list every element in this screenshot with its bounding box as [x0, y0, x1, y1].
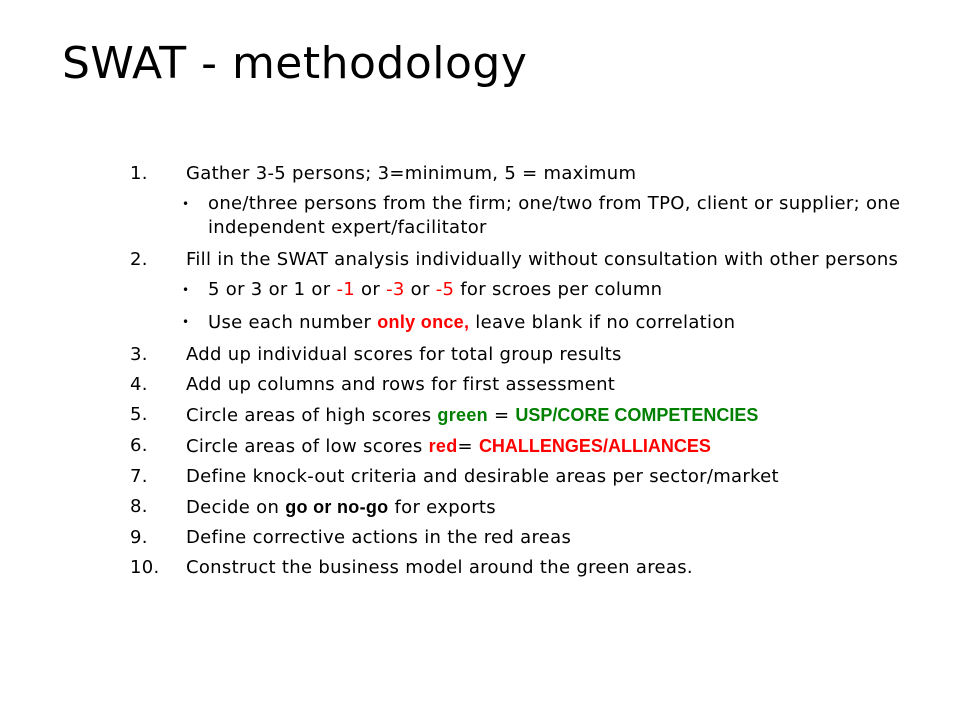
item-text — [186, 495, 930, 520]
item-text — [186, 434, 930, 459]
item-text: Add up individual scores for total group results — [186, 344, 622, 365]
item-number: 2. — [130, 249, 148, 270]
list-item — [130, 162, 930, 186]
item-number: 1. — [130, 163, 148, 184]
item-number: 8. — [130, 496, 148, 517]
sub-bullet-text: one/three persons from the firm; one/two from TPO, client or supplier; one independent expert/facilitator — [208, 193, 901, 238]
emphasis-text: CHALLENGES/ALLIANCES — [478, 436, 711, 456]
item-number: 4. — [130, 374, 148, 395]
sub-bullet-text — [208, 278, 930, 302]
list-item — [130, 373, 930, 397]
item-text: Add up columns and rows for first assessment — [186, 374, 616, 395]
item-number: 3. — [130, 344, 148, 365]
list-item — [130, 403, 930, 428]
text-segment: for scroes per column — [454, 279, 663, 300]
emphasis-text: red — [428, 436, 458, 456]
item-number: 9. — [130, 527, 148, 548]
item-text: Gather 3-5 persons; 3=minimum, 5 = maximum — [186, 163, 637, 184]
slide-title: SWAT - methodology — [62, 38, 528, 89]
list-item — [130, 556, 930, 580]
item-number: 10. — [130, 557, 160, 578]
item-number: 6. — [130, 435, 148, 456]
text-segment: = — [487, 405, 516, 426]
text-segment: or — [404, 279, 436, 300]
sub-bullet — [130, 310, 930, 335]
text-segment: 5 or 3 or 1 or — [208, 279, 337, 300]
list-item — [130, 434, 930, 459]
emphasis-text: USP/CORE COMPETENCIES — [515, 405, 759, 425]
text-segment: for exports — [388, 497, 496, 518]
item-text — [186, 403, 930, 428]
emphasis-text: go or no-go — [285, 497, 389, 517]
bullet-icon: • — [182, 197, 190, 211]
text-segment: Circle areas of high scores — [186, 405, 438, 426]
text-segment: Decide on — [186, 497, 286, 518]
text-segment: Circle areas of low scores — [186, 436, 429, 457]
list-item — [130, 248, 930, 272]
emphasis-text: green — [437, 405, 488, 425]
item-number: 5. — [130, 404, 148, 425]
item-text: Construct the business model around the green areas. — [186, 557, 693, 578]
text-segment: or — [355, 279, 387, 300]
score-value: -1 — [336, 279, 355, 300]
sub-bullet — [130, 278, 930, 302]
item-text: Fill in the SWAT analysis individually without consultation with other persons — [186, 249, 899, 270]
bullet-icon: • — [182, 315, 190, 329]
emphasis-text: only once, — [377, 312, 470, 332]
score-value: -5 — [435, 279, 455, 300]
item-number: 7. — [130, 466, 148, 487]
methodology-list — [130, 162, 930, 586]
list-item — [130, 495, 930, 520]
list-item — [130, 465, 930, 489]
text-segment: leave blank if no correlation — [469, 312, 736, 333]
sub-bullet-text — [208, 310, 930, 335]
list-item — [130, 343, 930, 367]
bullet-icon: • — [182, 283, 190, 297]
list-item — [130, 526, 930, 550]
text-segment: = — [457, 436, 479, 457]
item-text: Define corrective actions in the red areas — [186, 527, 572, 548]
score-value: -3 — [386, 279, 405, 300]
item-text: Define knock-out criteria and desirable areas per sector/market — [186, 466, 779, 487]
sub-bullet — [130, 192, 930, 240]
text-segment: Use each number — [208, 312, 378, 333]
